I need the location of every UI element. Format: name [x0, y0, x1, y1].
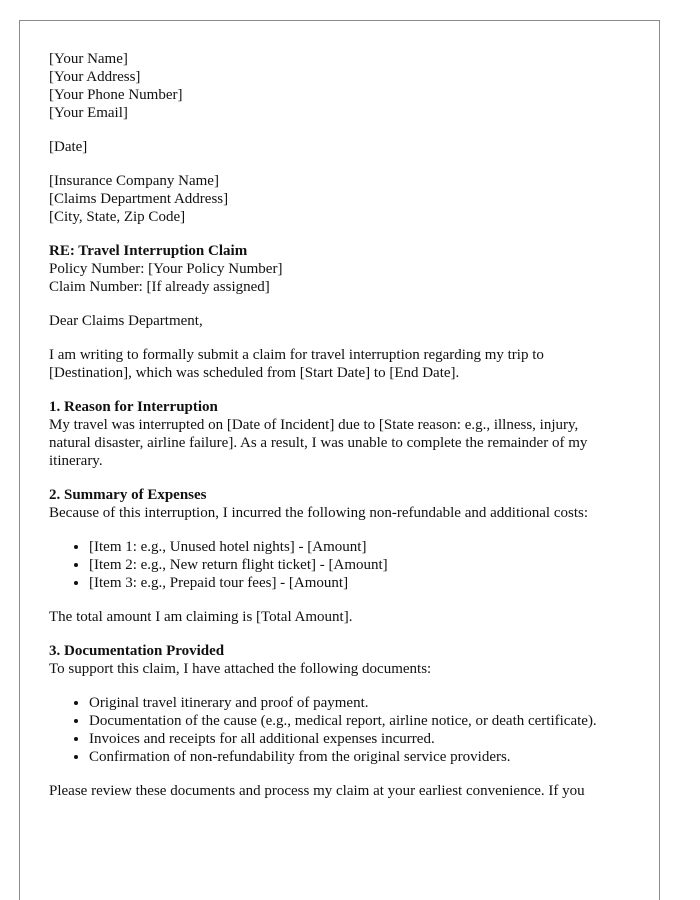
re-title: RE: Travel Interruption Claim	[49, 243, 248, 259]
policy-number: Policy Number: [Your Policy Number]	[49, 261, 283, 277]
letter-body	[49, 50, 639, 816]
section-reason	[49, 398, 639, 470]
documentation-list	[49, 694, 639, 766]
total-claim	[49, 608, 639, 626]
intro-line-2: [Destination], which was scheduled from [Start Date] to [End Date].	[49, 365, 460, 381]
sender-phone: [Your Phone Number]	[49, 87, 183, 103]
expense-item: • [Item 3: e.g., Prepaid tour fees] - [Amount]	[89, 574, 639, 592]
salutation-text: Dear Claims Department,	[49, 313, 203, 329]
letter-date: [Date]	[49, 139, 88, 155]
expense-item: • [Item 1: e.g., Unused hotel nights] - [Amount]	[89, 538, 639, 556]
recipient-city: [City, State, Zip Code]	[49, 209, 186, 225]
date-block	[49, 138, 639, 156]
section-documentation	[49, 642, 639, 678]
document-item: • Original travel itinerary and proof of payment.	[89, 694, 639, 712]
sender-address: [Your Address]	[49, 69, 141, 85]
recipient-block	[49, 172, 639, 226]
section-expenses-intro: Because of this interruption, I incurred the following non-refundable and additional costs:	[49, 505, 589, 521]
re-block	[49, 242, 639, 296]
claim-number: Claim Number: [If already assigned]	[49, 279, 270, 295]
recipient-company: [Insurance Company Name]	[49, 173, 219, 189]
closing-paragraph	[49, 782, 639, 800]
document-item: • Documentation of the cause (e.g., medical report, airline notice, or death certificate).	[89, 712, 639, 730]
section-documentation-heading: 3. Documentation Provided	[49, 643, 225, 659]
document-item: • Invoices and receipts for all additional expenses incurred.	[89, 730, 639, 748]
letter-page	[19, 20, 660, 900]
sender-block	[49, 50, 639, 122]
section-reason-heading: 1. Reason for Interruption	[49, 399, 218, 415]
expenses-list	[49, 538, 639, 592]
sender-name: [Your Name]	[49, 51, 128, 67]
section-expenses	[49, 486, 639, 522]
section-expenses-heading: 2. Summary of Expenses	[49, 487, 207, 503]
closing-line-1: Please review these documents and process my claim at your earliest convenience. If you	[49, 783, 585, 799]
expense-item: • [Item 2: e.g., New return flight ticket] - [Amount]	[89, 556, 639, 574]
sender-email: [Your Email]	[49, 105, 128, 121]
intro-paragraph	[49, 346, 639, 382]
salutation	[49, 312, 639, 330]
section-reason-line-1: My travel was interrupted on [Date of Incident] due to [State reason: e.g., illness, injury,	[49, 417, 579, 433]
section-reason-line-3: itinerary.	[49, 453, 103, 469]
document-item: • Confirmation of non-refundability from the original service providers.	[89, 748, 639, 766]
section-reason-line-2: natural disaster, airline failure]. As a result, I was unable to complete the remainder of my	[49, 435, 588, 451]
section-documentation-intro: To support this claim, I have attached the following documents:	[49, 661, 432, 677]
total-claim-text: The total amount I am claiming is [Total Amount].	[49, 609, 353, 625]
intro-line-1: I am writing to formally submit a claim for travel interruption regarding my trip to	[49, 347, 544, 363]
recipient-address: [Claims Department Address]	[49, 191, 229, 207]
